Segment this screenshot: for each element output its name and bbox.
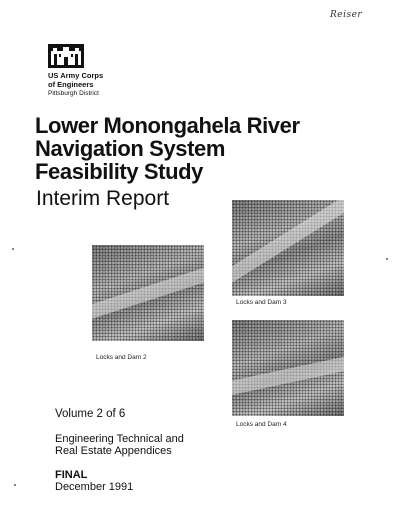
scan-speck (12, 248, 14, 250)
river-band (92, 261, 204, 324)
report-title-line1: Lower Monongahela River (35, 113, 300, 138)
handwritten-annotation: Reiser (330, 10, 363, 20)
photo-locks-and-dam-4 (232, 320, 344, 416)
corps-of-engineers-castle-logo (48, 44, 84, 68)
organization-name-line2: of Engineers (48, 80, 94, 89)
appendices-title (55, 433, 184, 457)
report-subtitle: Interim Report (36, 187, 170, 210)
organization-block (48, 71, 103, 98)
report-date: December 1991 (55, 481, 134, 493)
organization-name-line1: US Army Corps (48, 71, 104, 80)
scan-speck (386, 258, 388, 260)
photo-caption: Locks and Dam 2 (96, 354, 147, 361)
report-status-block (55, 469, 133, 493)
report-status: FINAL (55, 469, 88, 481)
appendices-line2: Real Estate Appendices (55, 445, 172, 457)
scan-speck (14, 484, 16, 486)
river-band (232, 200, 344, 285)
appendices-line1: Engineering Technical and (55, 433, 184, 445)
photo-locks-and-dam-3 (232, 200, 344, 296)
organization-district: Pittsburgh District (48, 90, 99, 97)
volume-number: Volume 2 of 6 (55, 408, 126, 420)
report-title-line3: Feasibility Study (35, 159, 204, 184)
report-title (35, 114, 300, 183)
photo-locks-and-dam-2 (92, 245, 204, 341)
photo-caption: Locks and Dam 4 (236, 421, 287, 428)
report-title-line2: Navigation System (35, 136, 226, 161)
river-band (232, 352, 344, 399)
photo-caption: Locks and Dam 3 (236, 299, 287, 306)
